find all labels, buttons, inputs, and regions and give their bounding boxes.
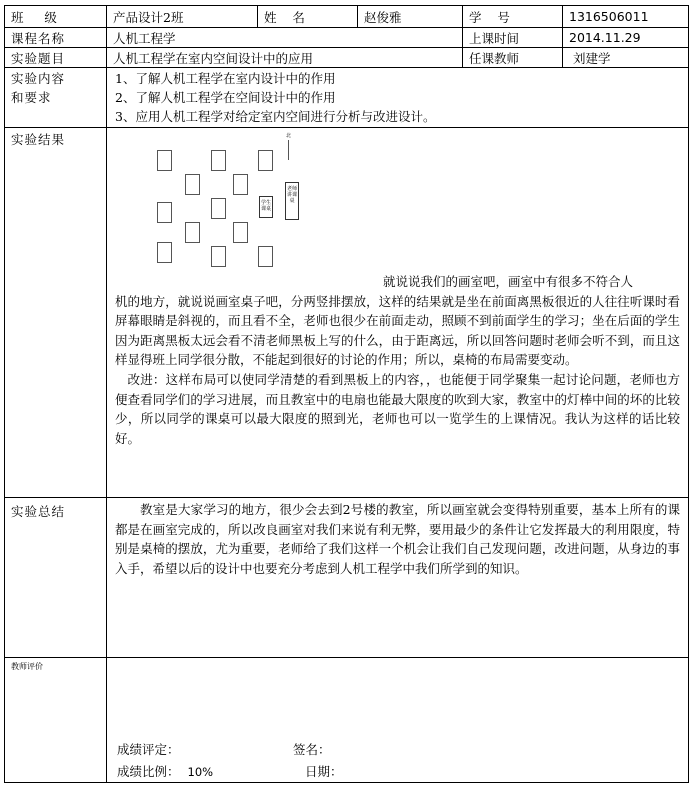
results-paragraph-2: 改进：这样布局可以使同学清楚的看到黑板上的内容，，也能便于同学聚集一起讨论问题，老师也方便查看同学们的学习进展，而且教室中的电扇也能最大限度的吹到大家，教室中的灯棒中间的坏的比较少，所以同学的课桌可以最大限度的照到光，老师也可以一览学生的上课情况。我认为这样的话比较好。 — [115, 371, 680, 446]
teacher-desk-label: 老师讲课桌 — [286, 186, 297, 204]
desk — [157, 202, 172, 223]
summary-label: 实验总结 — [5, 498, 107, 657]
desk — [258, 246, 273, 267]
list-item: 1、了解人机工程学在室内设计中的作用 — [115, 71, 336, 86]
results-label: 实验结果 — [5, 128, 107, 497]
name-value: 赵俊雅 — [358, 6, 463, 27]
student-desk-block — [259, 196, 273, 218]
class-time-value: 2014.11.29 — [569, 30, 641, 45]
desk — [211, 246, 226, 267]
requirements-label — [5, 68, 107, 127]
summary-row — [5, 498, 688, 658]
desk — [211, 198, 226, 219]
list-item: 3、应用人机工程学对给定室内空间进行分析与改进设计。 — [115, 109, 436, 124]
topic-label: 实验题目 — [5, 48, 107, 67]
desk — [233, 174, 248, 195]
list-item: 2、了解人机工程学在空间设计中的作用 — [115, 90, 336, 105]
topic-row — [5, 48, 688, 68]
desk — [185, 174, 200, 195]
class-value: 产品设计2班 — [107, 6, 258, 27]
desk — [157, 242, 172, 263]
requirements-label-line2: 和要求 — [11, 90, 52, 105]
teacher-value: 刘建学 — [573, 50, 611, 66]
requirements-label-line1: 实验内容 — [11, 71, 66, 86]
results-paragraph-1 — [115, 272, 680, 370]
experiment-report-table — [4, 5, 689, 783]
signature-label: 签名： — [293, 742, 331, 757]
desk — [233, 222, 248, 243]
header-row — [5, 6, 688, 28]
desk — [185, 222, 200, 243]
requirements-row — [5, 68, 688, 128]
north-label: 北 — [286, 133, 292, 139]
desk — [258, 150, 273, 171]
summary-text: 教室是大家学习的地方，很少会去到2号楼的教室，所以画室就会变得特别重要，基本上所有的课都是在画室完成的，所以改良画室对我们来说有利无弊，要用最少的条件让它发挥最大的利用限度，特别是桌椅的摆放，尤为重要，老师给了我们这样一个机会让我们自己发现问题，改进问题，从身边的事入手，希望以后的设计中也要充分考虑到人机工程学中我们所学到的知识。 — [115, 502, 680, 576]
student-desk-label: 学生课桌 — [260, 200, 271, 212]
requirements-list — [107, 68, 688, 127]
grade-label: 成绩评定： — [117, 742, 180, 757]
name-label: 姓 名 — [258, 6, 358, 27]
student-id-value: 1316506011 — [569, 9, 649, 24]
north-arrow-icon — [288, 140, 289, 160]
teacher-desk-block — [285, 182, 299, 220]
course-name-value: 人机工程学 — [107, 28, 463, 47]
results-paragraph-1-body: 机的地方，就说说画室桌子吧，分两竖排摆放，这样的结果就是坐在前面离黑板很近的人往往听课时看屏幕眼睛是斜视的，而且看不全，老师也很少在前面走动，照顾不到前面学生的学习；坐在后面的学生因为距离黑板太远会看不清老师黑板上写的什么，由于距离远，所以回答问题时老师会听不到，而且这样显得班上同学很分散，不能起到很好的讨论的作用；所以，桌椅的布局需要变动。 — [115, 293, 680, 368]
north-compass — [286, 134, 291, 160]
date-label: 日期： — [305, 764, 343, 779]
grade-ratio-value: 10% — [187, 765, 214, 779]
course-name-label: 课程名称 — [5, 28, 107, 47]
grade-ratio-label: 成绩比例： — [117, 764, 180, 779]
results-row — [5, 128, 688, 498]
teacher-label: 任课教师 — [463, 48, 563, 67]
classroom-layout-diagram — [115, 132, 675, 270]
evaluation-label: 教师评价 — [5, 658, 107, 782]
student-id-label: 学 号 — [463, 6, 563, 27]
class-label: 班 级 — [5, 6, 107, 27]
evaluation-row — [5, 658, 688, 782]
desk — [211, 150, 226, 171]
course-row — [5, 28, 688, 48]
desk — [157, 150, 172, 171]
topic-value: 人机工程学在室内空间设计中的应用 — [107, 48, 463, 67]
results-content — [107, 128, 688, 497]
results-paragraph-1-lead: 就说说我们的画室吧，画室中有很多不符合人 — [383, 274, 634, 289]
evaluation-content — [107, 658, 688, 782]
summary-content — [107, 498, 688, 657]
class-time-label: 上课时间 — [463, 28, 563, 47]
grade-ratio-row — [117, 762, 213, 780]
